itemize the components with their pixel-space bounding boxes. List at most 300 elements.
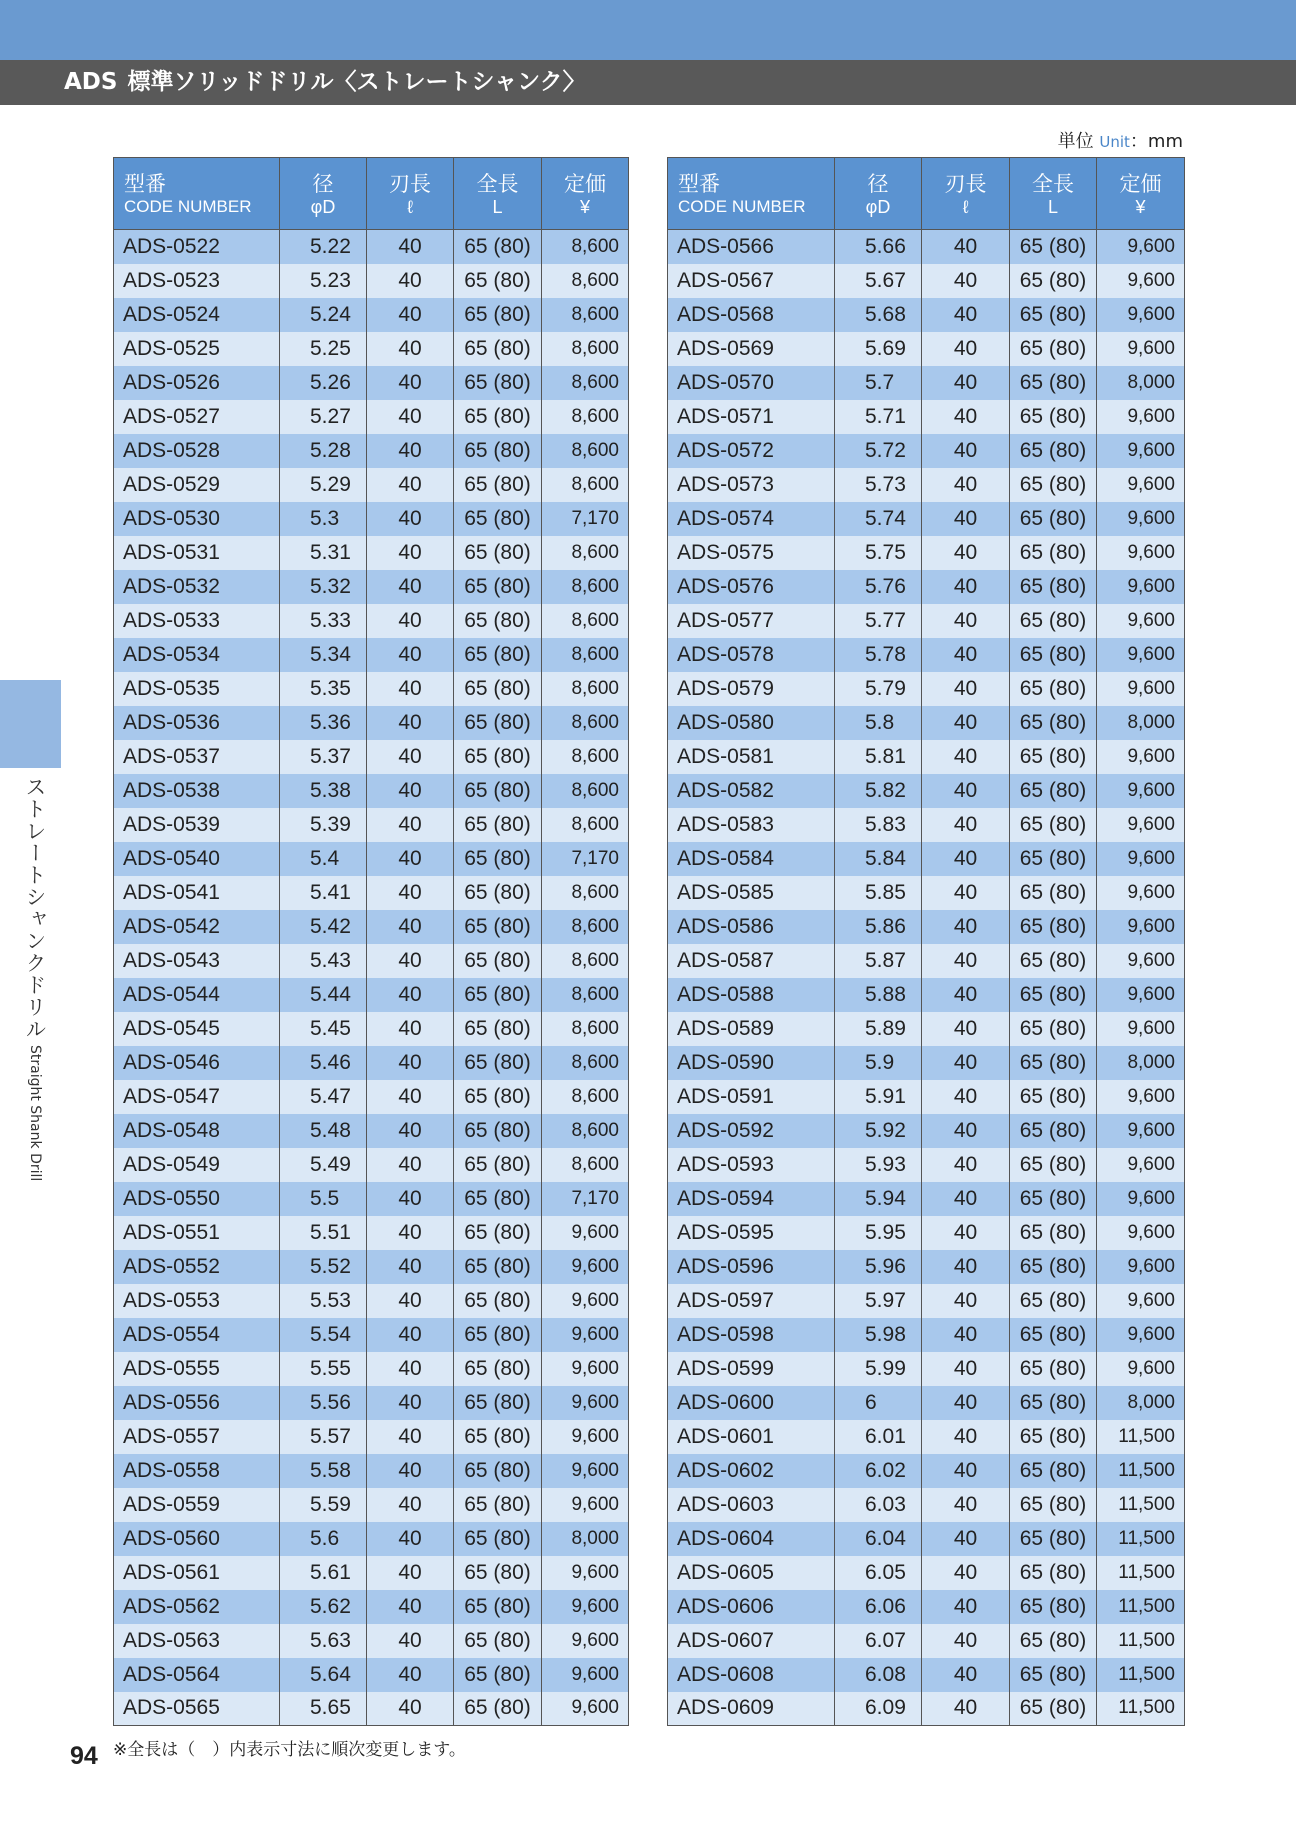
code-cell: ADS-0533 [114,604,280,638]
flute-length-cell: 40 [367,978,454,1012]
table-row [668,1488,1185,1522]
table-row [668,1352,1185,1386]
table-row [668,230,1185,264]
price-cell: 9,600 [1097,536,1185,570]
table-row [114,400,629,434]
overall-length-cell: 65 (80) [1010,1182,1097,1216]
overall-length-cell: 65 (80) [1010,264,1097,298]
table-row [668,1556,1185,1590]
diameter-cell: 5.86 [835,910,922,944]
code-cell: ADS-0602 [668,1454,835,1488]
header-price [542,158,629,230]
price-cell: 8,000 [1097,1046,1185,1080]
diameter-cell: 5.82 [835,774,922,808]
flute-length-cell: 40 [922,230,1010,264]
flute-length-cell: 40 [367,1454,454,1488]
overall-length-cell: 65 (80) [454,230,542,264]
overall-length-cell: 65 (80) [1010,1148,1097,1182]
price-cell: 9,600 [542,1386,629,1420]
overall-length-cell: 65 (80) [1010,1488,1097,1522]
table-row [668,740,1185,774]
flute-length-cell: 40 [922,366,1010,400]
table-row [114,1488,629,1522]
diameter-cell: 5.54 [280,1318,367,1352]
diameter-cell: 5.59 [280,1488,367,1522]
price-cell: 8,600 [542,808,629,842]
header-code-jp: 型番 [678,171,720,196]
overall-length-cell: 65 (80) [454,1522,542,1556]
overall-length-cell: 65 (80) [1010,1522,1097,1556]
table-row [114,570,629,604]
code-cell: ADS-0527 [114,400,280,434]
code-cell: ADS-0564 [114,1658,280,1692]
overall-length-cell: 65 (80) [454,604,542,638]
table-row [114,978,629,1012]
footnote: ※全長は（ ）内表示寸法に順次変更します。 [113,1740,466,1760]
table-row [668,910,1185,944]
overall-length-cell: 65 (80) [1010,808,1097,842]
price-cell: 8,600 [542,740,629,774]
diameter-cell: 6.03 [835,1488,922,1522]
diameter-cell: 6 [835,1386,922,1420]
page-title: 標準ソリッドドリル〈ストレートシャンク〉 [127,69,586,95]
flute-length-cell: 40 [367,706,454,740]
table-row [668,536,1185,570]
price-cell: 7,170 [542,502,629,536]
spec-table-right-body [668,230,1185,1726]
price-cell: 9,600 [542,1318,629,1352]
diameter-cell: 5.43 [280,944,367,978]
flute-length-cell: 40 [367,536,454,570]
flute-length-cell: 40 [367,1488,454,1522]
price-cell: 11,500 [1097,1454,1185,1488]
flute-length-cell: 40 [922,1692,1010,1726]
overall-length-cell: 65 (80) [1010,1352,1097,1386]
diameter-cell: 5.5 [280,1182,367,1216]
diameter-cell: 5.47 [280,1080,367,1114]
code-cell: ADS-0539 [114,808,280,842]
diameter-cell: 5.35 [280,672,367,706]
table-row [114,774,629,808]
overall-length-cell: 65 (80) [454,264,542,298]
overall-length-cell: 65 (80) [1010,1590,1097,1624]
section-side-tab [0,680,61,768]
code-cell: ADS-0565 [114,1692,280,1726]
code-cell: ADS-0609 [668,1692,835,1726]
unit-note [1058,127,1183,153]
header-code [668,158,835,230]
code-cell: ADS-0575 [668,536,835,570]
table-row [668,1046,1185,1080]
code-cell: ADS-0592 [668,1114,835,1148]
table-row [114,1352,629,1386]
code-cell: ADS-0600 [668,1386,835,1420]
header-overall-length-en: L [492,196,503,217]
price-cell: 9,600 [1097,1250,1185,1284]
diameter-cell: 5.94 [835,1182,922,1216]
price-cell: 9,600 [1097,400,1185,434]
table-row [668,1182,1185,1216]
price-cell: 9,600 [1097,1148,1185,1182]
table-row [668,1454,1185,1488]
overall-length-cell: 65 (80) [1010,1216,1097,1250]
code-cell: ADS-0571 [668,400,835,434]
header-code-en: CODE NUMBER [678,196,806,216]
diameter-cell: 5.55 [280,1352,367,1386]
overall-length-cell: 65 (80) [454,1590,542,1624]
price-cell: 9,600 [1097,502,1185,536]
overall-length-cell: 65 (80) [1010,1556,1097,1590]
flute-length-cell: 40 [922,706,1010,740]
header-flute-length [367,158,454,230]
diameter-cell: 5.44 [280,978,367,1012]
flute-length-cell: 40 [922,1624,1010,1658]
flute-length-cell: 40 [367,1080,454,1114]
diameter-cell: 5.31 [280,536,367,570]
flute-length-cell: 40 [922,400,1010,434]
overall-length-cell: 65 (80) [454,1454,542,1488]
code-cell: ADS-0550 [114,1182,280,1216]
overall-length-cell: 65 (80) [454,570,542,604]
header-price [1097,158,1185,230]
table-row [114,672,629,706]
table-row [668,1012,1185,1046]
header-price-jp: 定価 [1119,171,1162,196]
table-row [114,1454,629,1488]
overall-length-cell: 65 (80) [1010,1250,1097,1284]
code-cell: ADS-0603 [668,1488,835,1522]
table-row [114,1692,629,1726]
price-cell: 8,600 [542,366,629,400]
flute-length-cell: 40 [367,638,454,672]
price-cell: 7,170 [542,842,629,876]
table-row [114,502,629,536]
diameter-cell: 5.66 [835,230,922,264]
table-row [114,1012,629,1046]
overall-length-cell: 65 (80) [1010,298,1097,332]
code-cell: ADS-0547 [114,1080,280,1114]
price-cell: 8,600 [542,910,629,944]
overall-length-cell: 65 (80) [1010,706,1097,740]
table-row [668,1590,1185,1624]
table-row [668,434,1185,468]
diameter-cell: 5.98 [835,1318,922,1352]
code-cell: ADS-0569 [668,332,835,366]
table-row [114,434,629,468]
code-cell: ADS-0583 [668,808,835,842]
price-cell: 9,600 [1097,1182,1185,1216]
flute-length-cell: 40 [367,1556,454,1590]
diameter-cell: 5.83 [835,808,922,842]
table-row [114,910,629,944]
diameter-cell: 5.49 [280,1148,367,1182]
code-cell: ADS-0532 [114,570,280,604]
code-cell: ADS-0545 [114,1012,280,1046]
header-flute-length-jp: 刃長 [389,171,431,196]
diameter-cell: 6.01 [835,1420,922,1454]
diameter-cell: 5.36 [280,706,367,740]
overall-length-cell: 65 (80) [1010,1454,1097,1488]
flute-length-cell: 40 [922,774,1010,808]
code-cell: ADS-0588 [668,978,835,1012]
table-row [114,1658,629,1692]
overall-length-cell: 65 (80) [1010,1284,1097,1318]
price-cell: 8,600 [542,400,629,434]
overall-length-cell: 65 (80) [454,876,542,910]
price-cell: 8,600 [542,264,629,298]
code-cell: ADS-0601 [668,1420,835,1454]
price-cell: 8,600 [542,978,629,1012]
price-cell: 9,600 [1097,638,1185,672]
price-cell: 9,600 [1097,332,1185,366]
overall-length-cell: 65 (80) [454,298,542,332]
diameter-cell: 6.02 [835,1454,922,1488]
table-row [114,1624,629,1658]
table-row [668,706,1185,740]
table-header-row [114,158,629,230]
diameter-cell: 5.3 [280,502,367,536]
code-cell: ADS-0526 [114,366,280,400]
table-row [114,1148,629,1182]
code-cell: ADS-0587 [668,944,835,978]
flute-length-cell: 40 [367,332,454,366]
flute-length-cell: 40 [922,1080,1010,1114]
overall-length-cell: 65 (80) [454,1556,542,1590]
table-row [668,978,1185,1012]
table-row [668,1522,1185,1556]
top-color-band [0,0,1296,60]
table-header-row [668,158,1185,230]
code-cell: ADS-0568 [668,298,835,332]
table-row [668,1692,1185,1726]
table-row [668,264,1185,298]
diameter-cell: 5.89 [835,1012,922,1046]
flute-length-cell: 40 [922,638,1010,672]
price-cell: 8,600 [542,706,629,740]
diameter-cell: 5.67 [835,264,922,298]
overall-length-cell: 65 (80) [1010,910,1097,944]
price-cell: 8,600 [542,230,629,264]
price-cell: 8,600 [542,604,629,638]
code-cell: ADS-0543 [114,944,280,978]
table-row [114,264,629,298]
flute-length-cell: 40 [367,774,454,808]
table-row [114,1182,629,1216]
price-cell: 11,500 [1097,1624,1185,1658]
flute-length-cell: 40 [922,1046,1010,1080]
table-row [114,1284,629,1318]
price-cell: 8,600 [542,1148,629,1182]
overall-length-cell: 65 (80) [454,536,542,570]
header-price-en: ¥ [579,196,590,217]
diameter-cell: 6.05 [835,1556,922,1590]
diameter-cell: 5.61 [280,1556,367,1590]
flute-length-cell: 40 [922,1182,1010,1216]
table-row [668,842,1185,876]
diameter-cell: 5.45 [280,1012,367,1046]
diameter-cell: 5.97 [835,1284,922,1318]
diameter-cell: 5.26 [280,366,367,400]
overall-length-cell: 65 (80) [1010,1658,1097,1692]
price-cell: 11,500 [1097,1692,1185,1726]
table-row [668,1420,1185,1454]
price-cell: 8,600 [542,1012,629,1046]
flute-length-cell: 40 [367,502,454,536]
price-cell: 9,600 [542,1488,629,1522]
code-cell: ADS-0581 [668,740,835,774]
header-overall-length-en: L [1047,196,1058,217]
code-cell: ADS-0557 [114,1420,280,1454]
flute-length-cell: 40 [922,1658,1010,1692]
price-cell: 8,600 [542,876,629,910]
code-cell: ADS-0566 [668,230,835,264]
diameter-cell: 5.79 [835,672,922,706]
overall-length-cell: 65 (80) [1010,502,1097,536]
overall-length-cell: 65 (80) [1010,468,1097,502]
diameter-cell: 5.23 [280,264,367,298]
table-row [668,366,1185,400]
price-cell: 9,600 [1097,1080,1185,1114]
spec-table-right [667,157,1185,1726]
table-row [114,604,629,638]
price-cell: 9,600 [1097,740,1185,774]
code-cell: ADS-0537 [114,740,280,774]
flute-length-cell: 40 [922,1216,1010,1250]
code-cell: ADS-0530 [114,502,280,536]
header-flute-length-en: ℓ [962,196,969,217]
diameter-cell: 5.48 [280,1114,367,1148]
header-diameter-jp: 径 [867,171,889,196]
flute-length-cell: 40 [367,1148,454,1182]
code-cell: ADS-0534 [114,638,280,672]
code-cell: ADS-0608 [668,1658,835,1692]
flute-length-cell: 40 [922,1488,1010,1522]
code-cell: ADS-0572 [668,434,835,468]
code-cell: ADS-0596 [668,1250,835,1284]
flute-length-cell: 40 [367,468,454,502]
header-flute-length-en: ℓ [407,196,413,217]
code-cell: ADS-0522 [114,230,280,264]
price-cell: 9,600 [542,1658,629,1692]
flute-length-cell: 40 [922,1148,1010,1182]
price-cell: 9,600 [1097,944,1185,978]
code-cell: ADS-0540 [114,842,280,876]
code-cell: ADS-0553 [114,1284,280,1318]
overall-length-cell: 65 (80) [454,1148,542,1182]
code-cell: ADS-0584 [668,842,835,876]
diameter-cell: 5.68 [835,298,922,332]
overall-length-cell: 65 (80) [1010,1624,1097,1658]
price-cell: 8,600 [542,298,629,332]
price-cell: 9,600 [542,1216,629,1250]
overall-length-cell: 65 (80) [454,434,542,468]
overall-length-cell: 65 (80) [1010,944,1097,978]
code-cell: ADS-0524 [114,298,280,332]
flute-length-cell: 40 [367,1114,454,1148]
code-cell: ADS-0597 [668,1284,835,1318]
code-cell: ADS-0591 [668,1080,835,1114]
flute-length-cell: 40 [367,672,454,706]
table-row [668,1148,1185,1182]
code-cell: ADS-0573 [668,468,835,502]
code-cell: ADS-0552 [114,1250,280,1284]
code-cell: ADS-0607 [668,1624,835,1658]
code-cell: ADS-0576 [668,570,835,604]
diameter-cell: 5.58 [280,1454,367,1488]
side-label-japanese: ストレートシャンクドリル [23,776,47,1040]
diameter-cell: 5.41 [280,876,367,910]
price-cell: 8,000 [1097,1386,1185,1420]
overall-length-cell: 65 (80) [454,1318,542,1352]
series-code: ADS [64,69,118,95]
code-cell: ADS-0605 [668,1556,835,1590]
table-row [114,332,629,366]
table-row [668,570,1185,604]
overall-length-cell: 65 (80) [1010,1420,1097,1454]
overall-length-cell: 65 (80) [454,808,542,842]
code-cell: ADS-0531 [114,536,280,570]
flute-length-cell: 40 [922,502,1010,536]
flute-length-cell: 40 [922,842,1010,876]
price-cell: 8,600 [542,434,629,468]
header-flute-length-jp: 刃長 [944,171,987,196]
header-diameter-en: φD [310,196,336,217]
table-row [668,774,1185,808]
diameter-cell: 5.28 [280,434,367,468]
price-cell: 9,600 [542,1284,629,1318]
overall-length-cell: 65 (80) [454,638,542,672]
table-row [668,638,1185,672]
flute-length-cell: 40 [367,366,454,400]
overall-length-cell: 65 (80) [454,1216,542,1250]
overall-length-cell: 65 (80) [454,910,542,944]
diameter-cell: 5.39 [280,808,367,842]
table-row [114,1420,629,1454]
diameter-cell: 5.95 [835,1216,922,1250]
price-cell: 8,600 [542,1046,629,1080]
table-row [114,1386,629,1420]
overall-length-cell: 65 (80) [1010,842,1097,876]
overall-length-cell: 65 (80) [1010,1386,1097,1420]
section-side-label [20,776,50,1181]
diameter-cell: 5.81 [835,740,922,774]
price-cell: 9,600 [1097,1318,1185,1352]
code-cell: ADS-0560 [114,1522,280,1556]
price-cell: 8,600 [542,672,629,706]
overall-length-cell: 65 (80) [454,1114,542,1148]
diameter-cell: 5.74 [835,502,922,536]
price-cell: 8,600 [542,944,629,978]
price-cell: 8,600 [542,774,629,808]
code-cell: ADS-0562 [114,1590,280,1624]
table-row [668,1658,1185,1692]
flute-length-cell: 40 [367,740,454,774]
table-row [668,1114,1185,1148]
overall-length-cell: 65 (80) [454,1488,542,1522]
code-cell: ADS-0580 [668,706,835,740]
diameter-cell: 6.09 [835,1692,922,1726]
overall-length-cell: 65 (80) [454,1352,542,1386]
code-cell: ADS-0567 [668,264,835,298]
code-cell: ADS-0582 [668,774,835,808]
flute-length-cell: 40 [367,1590,454,1624]
diameter-cell: 5.22 [280,230,367,264]
overall-length-cell: 65 (80) [454,1250,542,1284]
flute-length-cell: 40 [367,1182,454,1216]
flute-length-cell: 40 [922,604,1010,638]
code-cell: ADS-0561 [114,1556,280,1590]
spec-table-left-body [114,230,629,1726]
